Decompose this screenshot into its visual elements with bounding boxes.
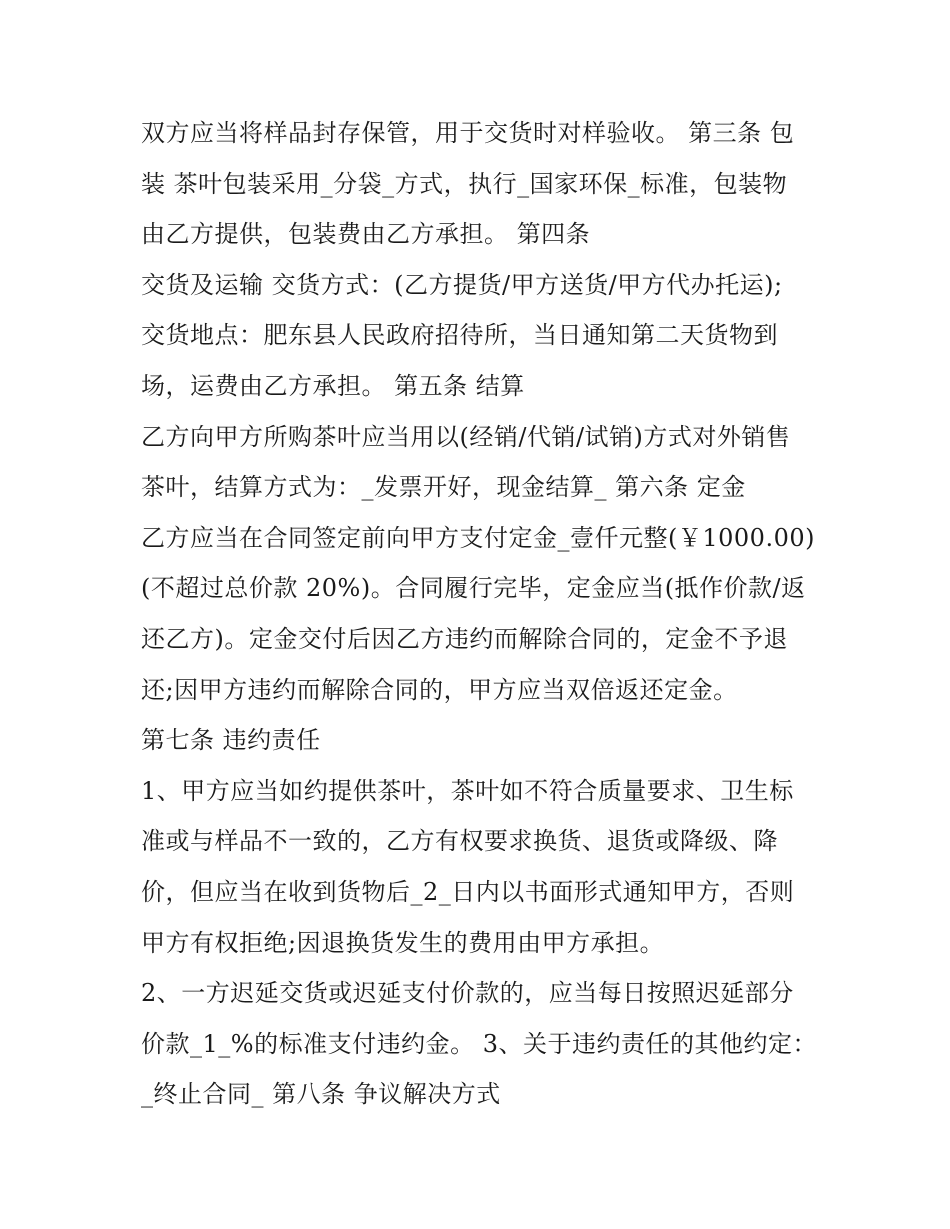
- text-line: 价，但应当在收到货物后_2_日内以书面形式通知甲方，否则: [141, 877, 795, 906]
- text-line: 2、一方迟延交货或迟延支付价款的，应当每日按照迟延部分: [141, 979, 794, 1008]
- text-line: 准或与样品不一致的，乙方有权要求换货、退货或降级、降: [141, 827, 778, 856]
- text-line: 由乙方提供，包装费由乙方承担。 第四条: [141, 220, 591, 249]
- contract-body-text: [141, 108, 821, 1120]
- text-line: 场，运费由乙方承担。 第五条 结算: [141, 371, 525, 400]
- section-heading-article-7: 第七条 违约责任: [141, 726, 321, 755]
- text-line: _终止合同_ 第八条 争议解决方式: [141, 1080, 501, 1109]
- text-line: 价款_1_%的标准支付违约金。 3、关于违约责任的其他约定：: [141, 1029, 817, 1058]
- text-line: 交货地点：肥东县人民政府招待所，当日通知第二天货物到: [141, 321, 778, 350]
- text-line: 乙方向甲方所购茶叶应当用以(经销/代销/试销)方式对外销售: [141, 422, 791, 451]
- text-line: 装 茶叶包装采用_分袋_方式，执行_国家环保_标准，包装物: [141, 169, 788, 198]
- text-line: 茶叶，结算方式为：_发票开好，现金结算_ 第六条 定金: [141, 473, 746, 502]
- text-line: 乙方应当在合同签定前向甲方支付定金_壹仟元整(￥1000.00): [141, 523, 815, 552]
- text-line: 还乙方)。定金交付后因乙方违约而解除合同的，定金不予退: [141, 624, 788, 653]
- text-line: (不超过总价款 20%)。合同履行完毕，定金应当(抵作价款/返: [141, 574, 806, 603]
- text-line: 甲方有权拒绝;因退换货发生的费用由甲方承担。: [141, 928, 665, 957]
- text-line: 1、甲方应当如约提供茶叶，茶叶如不符合质量要求、卫生标: [141, 776, 794, 805]
- text-line: 交货及运输 交货方式：(乙方提货/甲方送货/甲方代办托运);: [141, 270, 783, 299]
- text-line: 双方应当将样品封存保管，用于交货时对样验收。 第三条 包: [141, 119, 795, 147]
- text-line: 还;因甲方违约而解除合同的，甲方应当双倍返还定金。: [141, 675, 738, 704]
